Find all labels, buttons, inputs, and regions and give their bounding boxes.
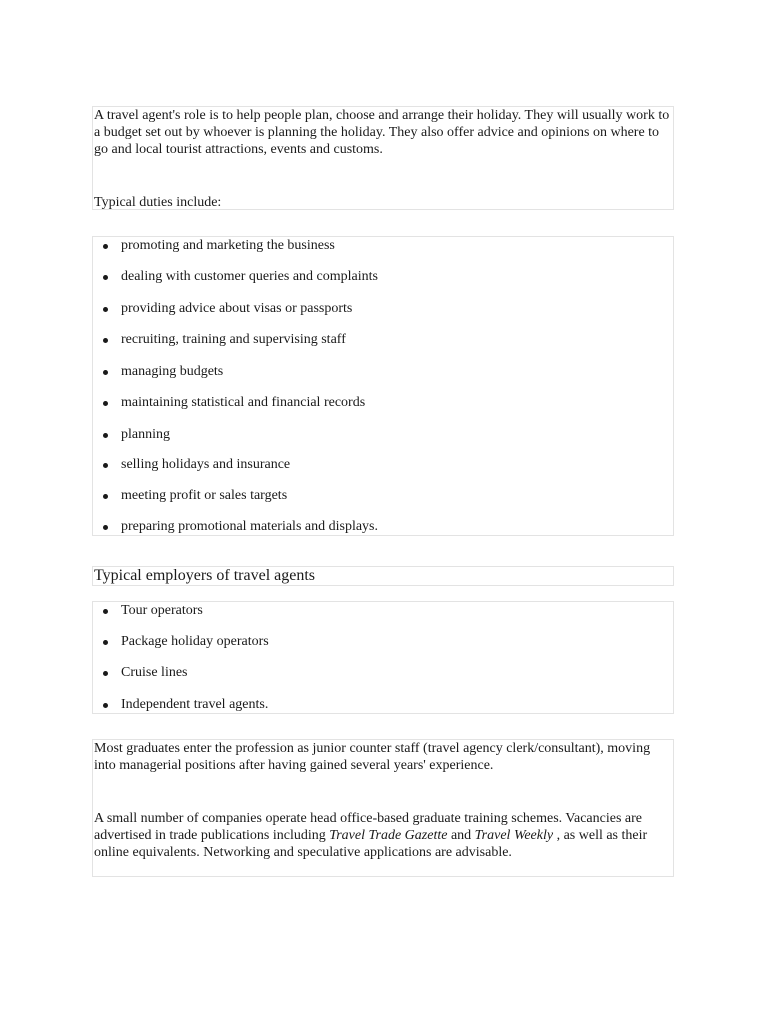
bullet-icon <box>103 609 108 614</box>
bullet-icon <box>103 307 108 312</box>
list-item: meeting profit or sales targets <box>121 487 287 504</box>
list-item: promoting and marketing the business <box>121 237 335 254</box>
bullet-icon <box>103 401 108 406</box>
list-item: recruiting, training and supervising staff <box>121 331 346 348</box>
intro-paragraph: A travel agent's role is to help people plan, choose and arrange their holiday. They will usually work to a budget set out by whoever is planning the holiday. They also offer advice and opinions on where to go and local tourist attractions, events and customs. <box>94 108 670 157</box>
publication-title: Travel Trade Gazette <box>329 828 448 843</box>
career-paragraph-2: A small number of companies operate head office-based graduate training schemes. Vacancies are advertised in trade publications including Travel Trade Gazette and Travel Weekly , as well as their online equivalents. Networking and speculative applications are advisable. <box>94 811 648 860</box>
bullet-icon <box>103 370 108 375</box>
list-item: selling holidays and insurance <box>121 456 290 473</box>
list-item: managing budgets <box>121 363 223 380</box>
duties-lead-text: Typical duties include: <box>94 195 222 210</box>
list-item: maintaining statistical and financial records <box>121 394 365 411</box>
bullet-icon <box>103 463 108 468</box>
intro-section <box>92 106 674 210</box>
bullet-icon <box>103 433 108 438</box>
list-item: Package holiday operators <box>121 633 269 650</box>
list-item: Independent travel agents. <box>121 696 268 713</box>
list-item: planning <box>121 426 170 443</box>
bullet-icon <box>103 703 108 708</box>
list-item: Cruise lines <box>121 664 188 681</box>
bullet-icon <box>103 640 108 645</box>
employers-heading-section <box>92 566 674 586</box>
bullet-icon <box>103 671 108 676</box>
duties-list-section <box>92 236 674 536</box>
bullet-icon <box>103 525 108 530</box>
employers-list-section <box>92 601 674 714</box>
bullet-icon <box>103 275 108 280</box>
career-paragraph-1: Most graduates enter the profession as junior counter staff (travel agency clerk/consultant), moving into managerial positions after having gained several years' experience. <box>94 741 651 773</box>
bullet-icon <box>103 244 108 249</box>
list-item: preparing promotional materials and displays. <box>121 518 378 535</box>
bullet-icon <box>103 494 108 499</box>
list-item: Tour operators <box>121 602 203 619</box>
list-item: providing advice about visas or passports <box>121 300 352 317</box>
bullet-icon <box>103 338 108 343</box>
employers-heading: Typical employers of travel agents <box>94 567 316 584</box>
career-section <box>92 739 674 877</box>
list-item: dealing with customer queries and complaints <box>121 268 378 285</box>
publication-title: Travel Weekly <box>474 828 554 843</box>
